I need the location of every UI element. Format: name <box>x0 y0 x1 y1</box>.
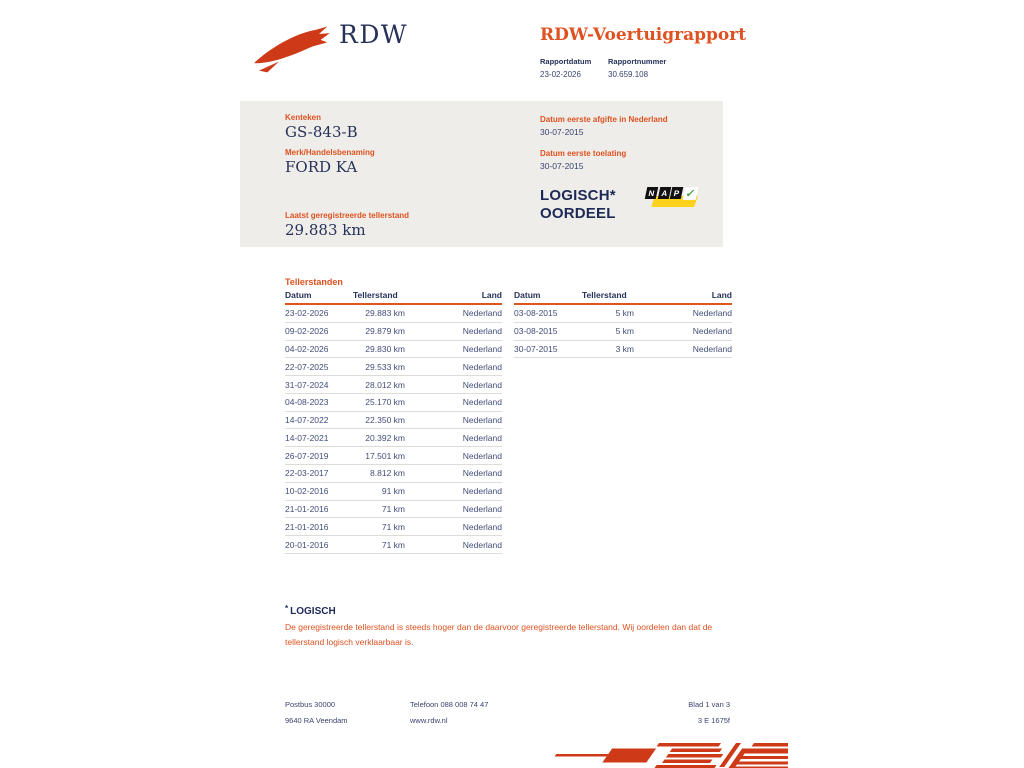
logisch-footnote-heading <box>285 604 336 617</box>
rdw-logo-icon <box>252 24 336 74</box>
row-land: Nederland <box>462 539 502 550</box>
row-datum: 10-02-2016 <box>285 486 329 497</box>
logisch-footnote-text: De geregistreerde tellerstand is steeds hoger dan de daarvoor geregistreerde tellerstand. Wij oordelen dan dat de tellerstand logisch verklaarbaar is. <box>285 622 713 647</box>
footer-phone: Telefoon 088 008 74 47 <box>410 700 489 709</box>
vehicle-summary-panel <box>240 101 723 247</box>
report-number-label: Rapportnummer <box>608 57 667 66</box>
kenteken-label: Kenteken <box>285 113 322 122</box>
nap-letter-p: P <box>670 187 684 199</box>
table-row <box>285 394 502 412</box>
toelating-value: 30-07-2015 <box>540 161 584 171</box>
nap-letter-n: N <box>645 187 659 199</box>
report-number-value: 30.659.108 <box>608 70 649 79</box>
row-land: Nederland <box>462 486 502 497</box>
table-row <box>285 536 502 554</box>
row-tellerstand: 29.883 km <box>365 308 405 319</box>
afgifte-label: Datum eerste afgifte in Nederland <box>540 115 668 124</box>
row-datum: 31-07-2024 <box>285 379 329 390</box>
oordeel-line1: LOGISCH* <box>540 187 616 204</box>
table-row <box>285 376 502 394</box>
footnote-heading-text: LOGISCH <box>290 606 336 617</box>
nap-letter-a: A <box>657 187 671 199</box>
report-meta <box>540 57 666 79</box>
row-datum: 21-01-2016 <box>285 503 329 514</box>
table-row <box>285 518 502 536</box>
row-datum: 14-07-2021 <box>285 432 329 443</box>
col-header-datum: Datum <box>285 290 312 300</box>
row-tellerstand: 29.533 km <box>365 361 405 372</box>
row-land: Nederland <box>462 343 502 354</box>
table-row <box>514 305 732 323</box>
footer-city: 9640 RA Veendam <box>285 716 348 725</box>
table-row <box>285 341 502 359</box>
afgifte-value: 30-07-2015 <box>540 127 584 137</box>
row-datum: 09-02-2026 <box>285 326 329 337</box>
oordeel-line2: OORDEEL <box>540 205 616 222</box>
row-datum: 03-08-2015 <box>514 308 558 319</box>
row-tellerstand: 17.501 km <box>365 450 405 461</box>
row-tellerstand: 3 km <box>615 343 634 354</box>
row-tellerstand: 20.392 km <box>365 432 405 443</box>
row-land: Nederland <box>462 432 502 443</box>
row-datum: 03-08-2015 <box>514 326 558 337</box>
row-tellerstand: 71 km <box>381 539 405 550</box>
tellerstanden-table-right <box>514 290 732 358</box>
row-land: Nederland <box>692 326 732 337</box>
footer-postbus: Postbus 30000 <box>285 700 336 709</box>
row-tellerstand: 8.812 km <box>370 468 405 479</box>
table-body <box>285 305 502 554</box>
row-tellerstand: 5 km <box>615 308 634 319</box>
table-row <box>285 412 502 430</box>
row-land: Nederland <box>462 361 502 372</box>
row-tellerstand: 29.830 km <box>365 343 405 354</box>
row-datum: 26-07-2019 <box>285 450 329 461</box>
row-tellerstand: 22.350 km <box>365 415 405 426</box>
col-header-datum: Datum <box>514 290 541 300</box>
table-row <box>285 358 502 376</box>
merk-value: FORD KA <box>285 158 358 176</box>
document-title: RDW-Voertuigrapport <box>540 25 747 45</box>
table-row <box>514 341 732 359</box>
report-date-label: Rapportdatum <box>540 57 592 66</box>
merk-label: Merk/Handelsbenaming <box>285 148 375 157</box>
col-header-tellerstand: Tellerstand <box>353 290 398 300</box>
table-row <box>514 323 732 341</box>
report-date <box>540 57 592 79</box>
row-tellerstand: 28.012 km <box>365 379 405 390</box>
table-row <box>285 305 502 323</box>
kenteken-value: GS-843-B <box>285 123 358 141</box>
footer-address <box>285 700 348 732</box>
row-land: Nederland <box>462 521 502 532</box>
rdw-wordmark: RDW <box>339 20 409 49</box>
row-land: Nederland <box>462 379 502 390</box>
row-datum: 14-07-2022 <box>285 415 329 426</box>
rdw-speed-stripes-graphic <box>548 743 788 768</box>
row-datum: 20-01-2016 <box>285 539 329 550</box>
tellerstand-label: Laatst geregistreerde tellerstand <box>285 211 410 220</box>
tellerstand-value: 29.883 km <box>285 221 366 239</box>
table-row <box>285 465 502 483</box>
table-row <box>285 447 502 465</box>
footer-contact <box>410 700 488 732</box>
footer-page-info <box>620 700 730 732</box>
footnote-asterisk: * <box>285 604 289 613</box>
tellerstanden-heading: Tellerstanden <box>285 277 343 287</box>
row-land: Nederland <box>462 415 502 426</box>
row-tellerstand: 91 km <box>381 486 405 497</box>
tellerstanden-table-left <box>285 290 502 554</box>
row-tellerstand: 25.170 km <box>365 397 405 408</box>
row-land: Nederland <box>692 308 732 319</box>
table-header <box>514 290 732 305</box>
row-datum: 22-03-2017 <box>285 468 329 479</box>
row-tellerstand: 71 km <box>381 503 405 514</box>
row-land: Nederland <box>462 468 502 479</box>
row-land: Nederland <box>462 450 502 461</box>
table-row <box>285 429 502 447</box>
footer-form-code: 3 E 1675f <box>697 716 730 725</box>
oordeel-verdict <box>540 187 616 223</box>
row-land: Nederland <box>462 397 502 408</box>
row-land: Nederland <box>462 308 502 319</box>
col-header-land: Land <box>711 290 732 300</box>
report-date-value: 23-02-2026 <box>540 70 581 79</box>
row-tellerstand: 29.879 km <box>365 326 405 337</box>
table-body <box>514 305 732 358</box>
row-datum: 23-02-2026 <box>285 308 329 319</box>
row-tellerstand: 71 km <box>381 521 405 532</box>
row-datum: 21-01-2016 <box>285 521 329 532</box>
col-header-tellerstand: Tellerstand <box>582 290 627 300</box>
row-datum: 22-07-2025 <box>285 361 329 372</box>
nap-logo-icon <box>646 187 700 210</box>
table-row <box>285 501 502 519</box>
footer-website: www.rdw.nl <box>410 716 448 725</box>
col-header-land: Land <box>481 290 502 300</box>
table-header <box>285 290 502 305</box>
row-datum: 30-07-2015 <box>514 343 558 354</box>
row-land: Nederland <box>692 343 732 354</box>
row-datum: 04-02-2026 <box>285 343 329 354</box>
table-row <box>285 483 502 501</box>
footer-page-number: Blad 1 van 3 <box>688 700 730 709</box>
report-number <box>608 57 666 79</box>
table-row <box>285 323 502 341</box>
toelating-label: Datum eerste toelating <box>540 149 627 158</box>
row-datum: 04-08-2023 <box>285 397 329 408</box>
row-land: Nederland <box>462 503 502 514</box>
nap-checkmark-icon: ✓ <box>682 187 698 200</box>
row-tellerstand: 5 km <box>615 326 634 337</box>
row-land: Nederland <box>462 326 502 337</box>
